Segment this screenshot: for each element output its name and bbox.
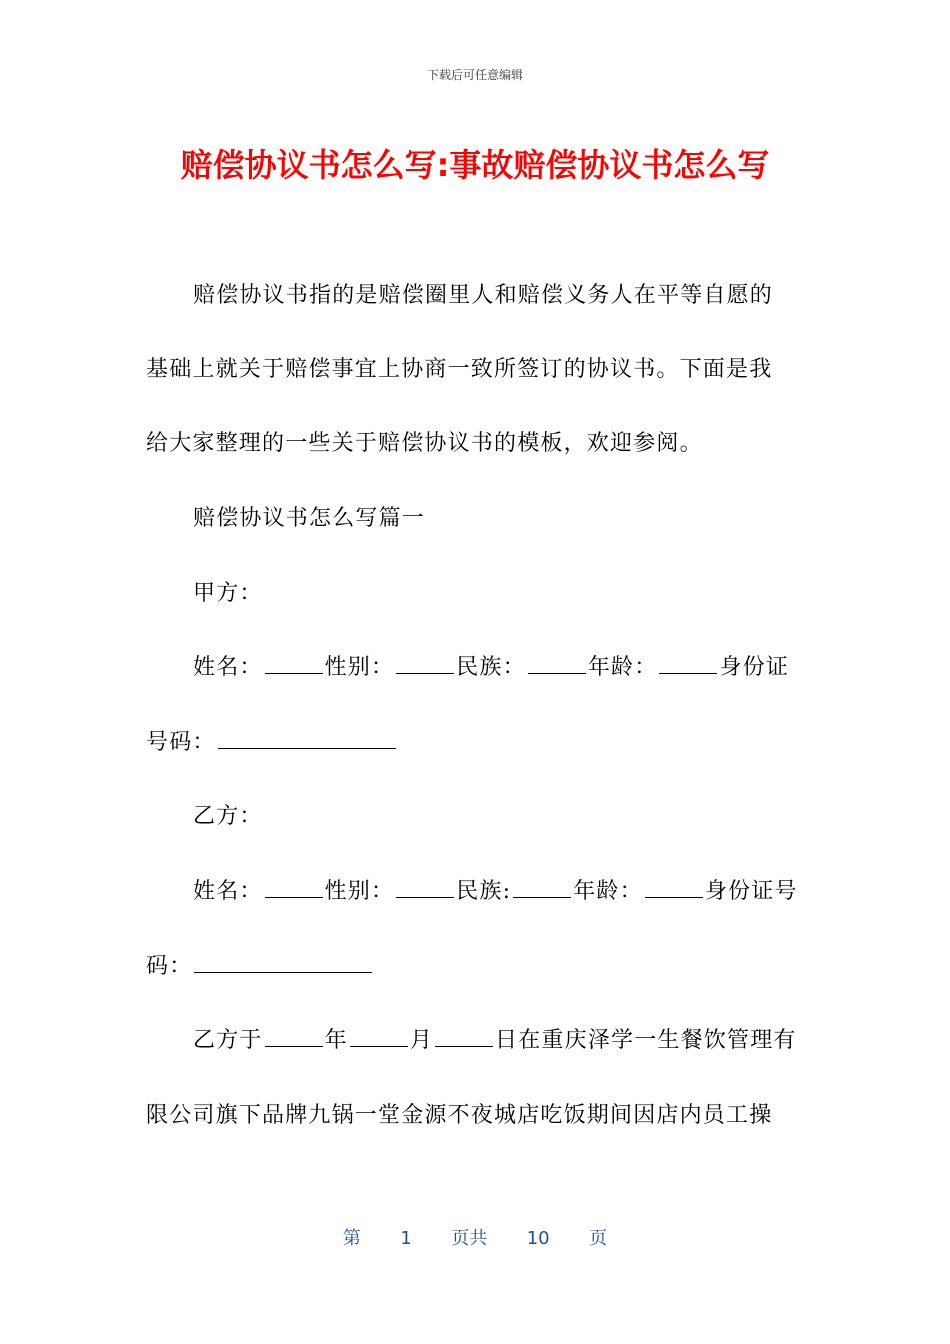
party-b-age-blank[interactable] — [645, 877, 703, 898]
party-b-id-blank[interactable] — [194, 952, 372, 973]
party-a-id-blank[interactable] — [218, 728, 396, 749]
party-a-age-label: 年龄： — [587, 655, 658, 680]
incident-year-blank[interactable] — [265, 1026, 323, 1047]
party-b-label: 乙方： — [193, 804, 263, 829]
incident-day-blank[interactable] — [435, 1026, 493, 1047]
incident-prefix: 乙方于 — [193, 1028, 263, 1053]
party-a-age-blank[interactable] — [659, 653, 717, 674]
footer-current-page: 1 — [400, 1228, 412, 1249]
party-b-id-line — [146, 951, 374, 983]
party-a-ethnicity-blank[interactable] — [528, 653, 586, 674]
party-b-gender-blank[interactable] — [396, 877, 454, 898]
party-a-name-label: 姓名： — [193, 655, 263, 680]
incident-paragraph-line-1 — [193, 1025, 797, 1057]
incident-year-label: 年 — [324, 1028, 348, 1053]
intro-paragraph-line-3: 给大家整理的一些关于赔偿协议书的模板，欢迎参阅。 — [146, 431, 703, 456]
party-b-id-label-part2: 码： — [146, 954, 193, 979]
party-b-name-label: 姓名： — [193, 879, 263, 904]
footer-middle: 页共 — [451, 1228, 488, 1249]
footer-total-pages: 10 — [526, 1228, 550, 1249]
incident-month-blank[interactable] — [350, 1026, 408, 1047]
party-a-label: 甲方： — [193, 581, 263, 606]
incident-month-label: 月 — [409, 1028, 434, 1053]
incident-paragraph-line-2: 限公司旗下品牌九锅一堂金源不夜城店吃饭期间因店内员工操 — [146, 1103, 773, 1128]
party-b-ethnicity-blank[interactable] — [513, 877, 571, 898]
party-a-fields-line — [193, 652, 789, 684]
party-a-gender-label: 性别： — [324, 655, 395, 680]
party-a-id-label-part1: 身份证 — [719, 655, 790, 680]
footer-suffix: 页 — [589, 1228, 608, 1249]
party-a-gender-blank[interactable] — [396, 653, 454, 674]
party-b-fields-line — [193, 876, 798, 908]
document-title: 赔偿协议书怎么写:事故赔偿协议书怎么写 — [180, 146, 770, 184]
header-note: 下载后可任意编辑 — [426, 68, 523, 82]
page-footer — [0, 1224, 950, 1250]
party-b-ethnicity-label: 民族: — [456, 879, 512, 904]
party-a-id-label-part2: 号码： — [146, 730, 216, 755]
section-heading: 赔偿协议书怎么写篇一 — [193, 506, 426, 531]
intro-paragraph-line-2: 基础上就关于赔偿事宜上协商一致所签订的协议书。下面是我 — [146, 357, 773, 382]
footer-prefix: 第 — [342, 1228, 361, 1249]
party-b-gender-label: 性别： — [324, 879, 395, 904]
party-b-id-label-part1: 身份证号 — [704, 879, 798, 904]
intro-paragraph-line-1: 赔偿协议书指的是赔偿圈里人和赔偿义务人在平等自愿的 — [193, 283, 774, 308]
incident-rest: 日在重庆泽学一生餐饮管理有 — [495, 1028, 797, 1053]
party-b-age-label: 年龄： — [573, 879, 643, 904]
party-a-name-blank[interactable] — [265, 653, 323, 674]
party-b-name-blank[interactable] — [265, 877, 323, 898]
party-a-id-line — [146, 727, 398, 759]
party-a-ethnicity-label: 民族： — [456, 655, 526, 680]
